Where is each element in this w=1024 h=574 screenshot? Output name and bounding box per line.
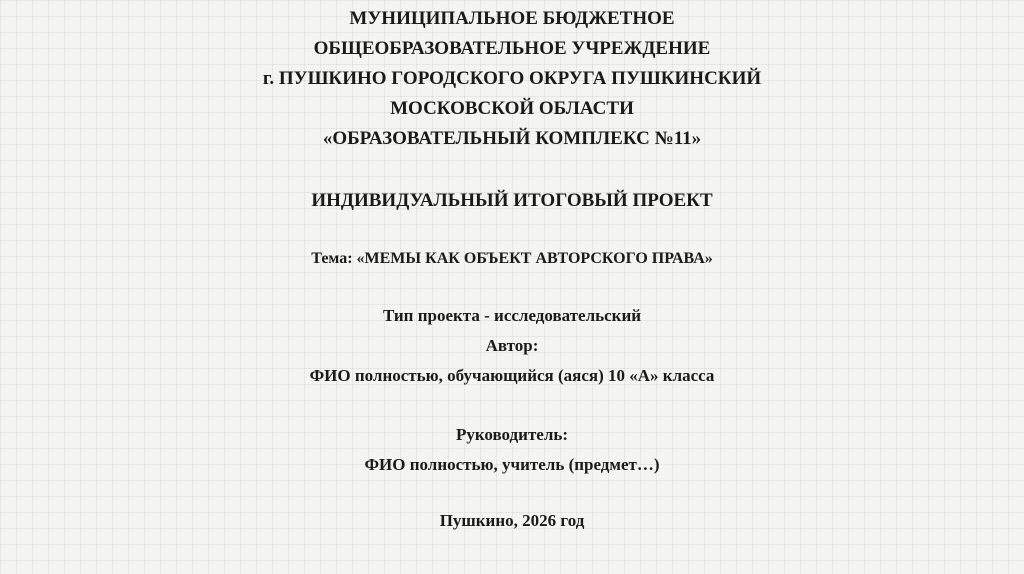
institution-line-2: ОБЩЕОБРАЗОВАТЕЛЬНОЕ УЧРЕЖДЕНИЕ — [313, 38, 711, 59]
supervisor-value: ФИО полностью, учитель (предмет…) — [364, 455, 660, 474]
supervisor-label: Руководитель: — [455, 425, 569, 444]
place-year: Пушкино, 2026 год — [439, 511, 585, 530]
project-title: ИНДИВИДУАЛЬНЫЙ ИТОГОВЫЙ ПРОЕКТ — [311, 190, 713, 211]
institution-line-4: МОСКОВСКОЙ ОБЛАСТИ — [390, 98, 634, 119]
institution-line-5: «ОБРАЗОВАТЕЛЬНЫЙ КОМПЛЕКС №11» — [322, 128, 702, 149]
project-type: Тип проекта - исследовательский — [382, 306, 642, 325]
author-label: Автор: — [485, 336, 539, 355]
project-topic: Тема: «МЕМЫ КАК ОБЪЕКТ АВТОРСКОГО ПРАВА» — [311, 250, 713, 267]
institution-line-3: г. ПУШКИНО ГОРОДСКОГО ОКРУГА ПУШКИНСКИЙ — [262, 68, 762, 89]
author-value: ФИО полностью, обучающийся (аяся) 10 «А» класса — [309, 366, 715, 385]
institution-line-1: МУНИЦИПАЛЬНОЕ БЮДЖЕТНОЕ — [349, 8, 675, 29]
